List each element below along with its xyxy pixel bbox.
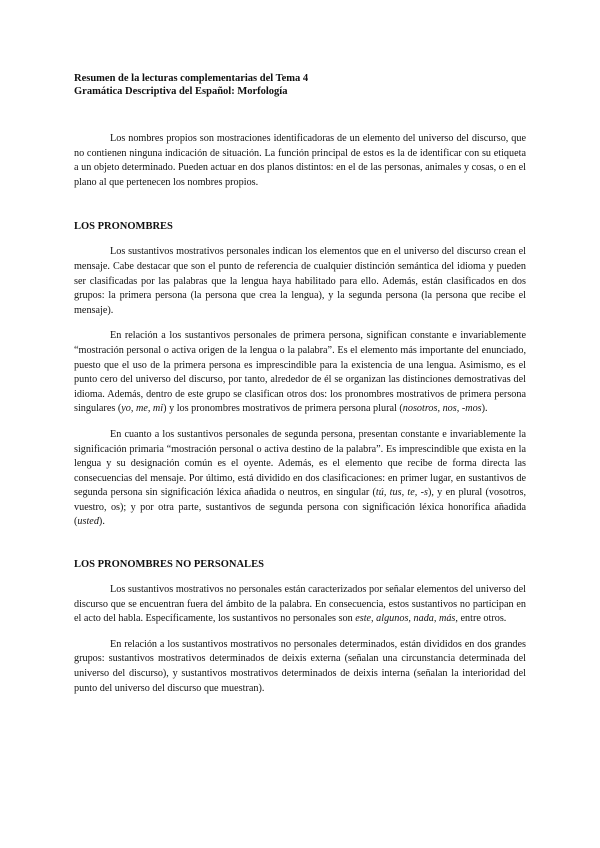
intro-paragraph: Los nombres propios son mostraciones identificadoras de un elemento del universo del discurso, que no contienen ninguna indicación de situación. La función principal de estos es la de identificar con su etiqueta a un objeto determinado. Pueden actuar en dos planos distintos: en el de las personas, animales y cosas, o en el plano al que pertenecen los nombres propios.	[74, 133, 526, 188]
text-span: Los sustantivos mostrativos no personales están caracterizados por señalar elementos del universo del discurso que se encuentran fuera del ámbito de la palabra. En consecuencia, estos sustantivos no participan en el acto del habla. Específicamente, los sustantivos no personales son	[74, 584, 526, 625]
document-title-line-1: Resumen de la lecturas complementarias del Tema 4	[74, 73, 309, 84]
no-personales-paragraph-1	[74, 583, 526, 627]
pronombres-paragraph-3	[74, 428, 526, 530]
italic-examples: yo, me, mi	[121, 403, 164, 415]
text-span: , entre otros.	[455, 613, 507, 625]
pronombres-paragraph-2	[74, 329, 526, 417]
text-span: ).	[481, 403, 488, 415]
italic-examples: nosotros, nos, -mos	[402, 403, 482, 415]
text-span: ) y los pronombres mostrativos de primera persona plural (	[163, 403, 403, 415]
no-personales-paragraph-2: En relación a los sustantivos mostrativos no personales determinados, están divididos en dos grandes grupos: sustantivos mostrativos determinados de deixis externa (señalan una circunstancia determinada del universo del discurso), y sustantivos mostrativos determinados de deixis interna (señalan la interioridad del punto del universo del discurso que muestran).	[74, 638, 526, 694]
document-title-line-2: Gramática Descriptiva del Español: Morfología	[74, 86, 288, 97]
italic-examples: usted	[77, 516, 99, 528]
pronombres-paragraph-1: Los sustantivos mostrativos personales indican los elementos que en el universo del discurso crean el mensaje. Cabe destacar que son el punto de referencia de cualquier distinción semántica del idioma y pueden ser clasificadas por las palabras que la lengua haya habilitado para ello. Además, están clasificados en dos grupos: la primera persona (la persona que crea la lengua), y la segunda persona (la persona que recibe el mensaje).	[74, 246, 526, 316]
italic-examples: tú, tus, te, -s	[375, 487, 428, 499]
text-span: ).	[98, 516, 105, 528]
document-page	[74, 72, 526, 696]
text-span: ), y en plural (vosotros, vuestro, os); y por otra parte, sustantivos de segunda persona con significación léxica honorífica añadida (	[74, 487, 526, 528]
italic-examples: este, algunos, nada, más	[355, 613, 456, 625]
section-heading-pronombres: LOS PRONOMBRES	[74, 221, 173, 233]
section-heading-no-personales: LOS PRONOMBRES NO PERSONALES	[74, 559, 264, 571]
text-span: En cuanto a los sustantivos personales de segunda persona, presentan constante e invariablemente la significación primaria “mostración personal o activa destino de la palabra”. Es imprescindible que exista en la lengua y su designación común es el oyente. Además, es el elemento que recibe de forma directa las consecuencias del mensaje. Por último, está dividido en dos clasificaciones: en primer lugar, en sustantivos de segunda persona sin significación léxica añadida o neutros, en singular (	[74, 428, 526, 499]
text-span: En relación a los sustantivos personales de primera persona, significan constante e invariablemente “mostración personal o activa origen de la lengua o la palabra”. Es el elemento más importante del enunciado, puesto que el uso de la primera persona es imprescindible para la existencia de una lengua. Asimismo, es el punto cero del universo del discurso, por tanto, alrededor de él se organizan las distinciones demostrativas del idioma. Además, dentro de este grupo se clasifican otros dos: los pronombres mostrativos de primera persona singulares (	[74, 330, 526, 415]
